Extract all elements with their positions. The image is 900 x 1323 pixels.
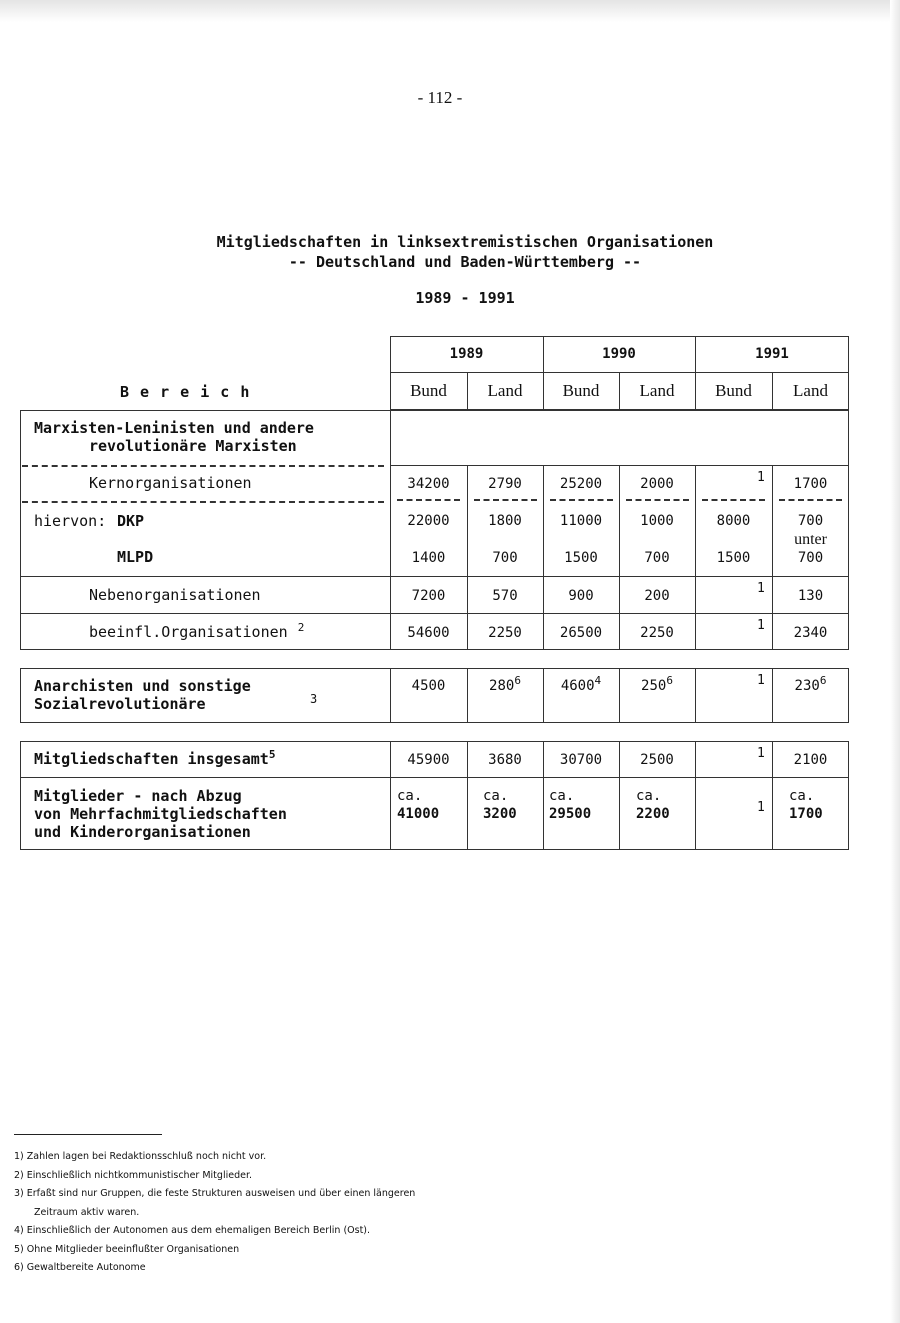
- col-land-1991: Land: [793, 381, 828, 400]
- page-number: - 112 -: [417, 88, 463, 107]
- scan-shadow-right: [890, 0, 900, 1323]
- cell-dkp-land-1990: 1000: [640, 513, 674, 529]
- cell-neben-bund-1991-footnote: 1: [757, 581, 765, 596]
- cell-beeinfl-land-1990: 2250: [640, 625, 674, 641]
- col-land-1989: Land: [487, 381, 523, 400]
- cell-dkp-land-1989: 1800: [488, 513, 522, 529]
- cell-kern-bund-1991-footnote: 1: [757, 470, 765, 485]
- row-label-mitgliedschaften-insgesamt: Mitgliedschaften insgesamt$^5$: [34, 748, 276, 768]
- cell-kern-bund-1989: 34200: [407, 476, 450, 492]
- cell-mlpd-land-1990: 700: [644, 550, 670, 566]
- table-years-caption: 1989 - 1991: [415, 289, 515, 307]
- dashed-separator: [22, 501, 384, 503]
- year-1990: 1990: [602, 346, 636, 362]
- row-label-mitglieder-line1: Mitglieder - nach Abzug: [34, 787, 242, 805]
- footnotes: [14, 1148, 415, 1278]
- footnote-6: 6) Gewaltbereite Autonome: [14, 1262, 146, 1273]
- row-label-mitglieder-line3: und Kinderorganisationen: [34, 823, 251, 841]
- footnote-3-continued: Zeitraum aktiv waren.: [34, 1206, 140, 1218]
- cell-beeinfl-bund-1991-footnote: 1: [757, 618, 765, 633]
- cell-anarch-bund-1989: 4500: [411, 678, 446, 694]
- ca-label: ca.: [483, 788, 509, 804]
- cell-neben-bund-1989: 7200: [411, 588, 446, 604]
- row-label-kernorganisationen: Kernorganisationen: [89, 474, 252, 492]
- table-title-line2: -- Deutschland und Baden-Württemberg --: [288, 253, 642, 271]
- footnote-ref: 6: [514, 674, 521, 687]
- cell-anarch-land-1989: $280^6$: [489, 674, 521, 694]
- cell-kern-land-1991: 1700: [793, 476, 828, 492]
- cell-insgesamt-bund-1991-footnote: 1: [757, 746, 765, 761]
- footnote-5: 5) Ohne Mitglieder beeinflußter Organisationen: [14, 1243, 240, 1255]
- footnote-3: 3) Erfaßt sind nur Gruppen, die feste Strukturen ausweisen und über einen längeren: [14, 1188, 416, 1199]
- cell-neben-bund-1990: 900: [568, 588, 594, 604]
- year-1989: 1989: [449, 346, 484, 362]
- cell-kern-bund-1990: 25200: [559, 476, 603, 492]
- row-label-mitglieder-line2: von Mehrfachmitgliedschaften: [34, 805, 287, 823]
- cell-neben-land-1990: 200: [644, 588, 670, 604]
- footnote-4: 4) Einschließlich der Autonomen aus dem ehemaligen Bereich Berlin (Ost).: [14, 1225, 371, 1236]
- cell-beeinfl-bund-1989: 54600: [407, 625, 450, 641]
- cell-mlpd-land-1989: 700: [492, 550, 518, 566]
- cell-mlpd-land-1991: 700: [797, 550, 824, 566]
- cell-anarch-bund-1990: 4600$^4$: [560, 674, 602, 694]
- row-label-beeinfl-organisationen: beeinfl.Organisationen $^2$: [89, 621, 305, 641]
- cell-beeinfl-bund-1990: 26500: [559, 625, 603, 641]
- cell-mitglieder-land-1991: 1700: [789, 806, 823, 822]
- cell-mlpd-bund-1989: 1400: [411, 550, 446, 566]
- cell-dkp-bund-1989: 22000: [407, 513, 450, 529]
- cell-dkp-bund-1991: 8000: [716, 513, 751, 529]
- footnote-rule: [14, 1134, 162, 1135]
- scan-shadow-top: [0, 0, 900, 22]
- cell-anarch-bund-1991-footnote: 1: [757, 673, 765, 688]
- cell-insgesamt-bund-1989: 45900: [407, 752, 450, 768]
- row-label-nebenorganisationen: Nebenorganisationen: [89, 586, 261, 604]
- col-bund-1990: Bund: [562, 381, 600, 400]
- cell-beeinfl-land-1991: 2340: [793, 625, 828, 641]
- cell-kern-land-1990: 2000: [640, 476, 674, 492]
- ca-label: ca.: [397, 788, 423, 804]
- cell-mitglieder-bund-1991-footnote: 1: [757, 800, 765, 815]
- cell-mitglieder-bund-1990: 29500: [549, 806, 592, 822]
- bereich-header: B e r e i c h: [120, 383, 251, 401]
- table-title-line1: Mitgliedschaften in linksextremistischen Organisationen: [216, 233, 714, 251]
- row-label-mlpd: MLPD: [117, 548, 154, 566]
- col-land-1990: Land: [639, 381, 675, 400]
- cell-insgesamt-land-1989: 3680: [488, 752, 522, 768]
- group1-label-line2: revolutionäre Marxisten: [89, 437, 297, 455]
- cell-kern-land-1989: 2790: [488, 476, 522, 492]
- row-label-anarchisten-line1: Anarchisten und sonstige: [34, 677, 251, 695]
- footnote-2: 2) Einschließlich nichtkommunistischer Mitglieder.: [14, 1169, 252, 1181]
- cell-dkp-bund-1990: 11000: [559, 513, 603, 529]
- group1-label-line1: Marxisten-Leninisten und andere: [34, 419, 314, 437]
- cell-insgesamt-bund-1990: 30700: [559, 752, 603, 768]
- cell-anarch-land-1991: $230^6$: [794, 674, 827, 694]
- cell-dkp-land-1991: 700: [797, 513, 824, 529]
- year-1991: 1991: [755, 346, 789, 362]
- cell-beeinfl-land-1989: 2250: [488, 625, 522, 641]
- dashed-separator: [22, 465, 384, 467]
- ca-label: ca.: [636, 788, 662, 804]
- hiervon-label: hiervon:: [34, 512, 107, 530]
- row-label-anarchisten-line2: Sozialrevolutionäre: [34, 695, 206, 713]
- cell-neben-land-1989: 570: [492, 588, 518, 604]
- cell-mitglieder-land-1990: 2200: [636, 806, 670, 822]
- footnote-ref: 3: [310, 692, 318, 706]
- footnote-ref: 6: [819, 674, 827, 687]
- cell-mitglieder-land-1989: 3200: [483, 806, 517, 822]
- col-bund-1991: Bund: [715, 381, 752, 400]
- cell-insgesamt-land-1990: 2500: [640, 752, 674, 768]
- footnote-ref: 6: [666, 674, 673, 687]
- cell-mlpd-bund-1990: 1500: [564, 550, 598, 566]
- cell-neben-land-1991: 130: [797, 588, 824, 604]
- footnote-ref: 2: [297, 621, 305, 634]
- unter-label: unter: [794, 531, 827, 548]
- footnote-ref: 4: [594, 674, 602, 687]
- ca-label: ca.: [549, 788, 575, 804]
- row-label-dkp: DKP: [117, 512, 145, 530]
- cell-insgesamt-land-1991: 2100: [793, 752, 828, 768]
- ca-label: ca.: [789, 788, 815, 804]
- footnote-1: 1) Zahlen lagen bei Redaktionsschluß noch nicht vor.: [14, 1151, 267, 1162]
- cell-mlpd-bund-1991: 1500: [716, 550, 751, 566]
- cell-mitglieder-bund-1989: 41000: [397, 806, 440, 822]
- col-bund-1989: Bund: [410, 381, 447, 400]
- footnote-ref: 5: [268, 748, 276, 761]
- cell-anarch-land-1990: $250^6$: [641, 674, 673, 694]
